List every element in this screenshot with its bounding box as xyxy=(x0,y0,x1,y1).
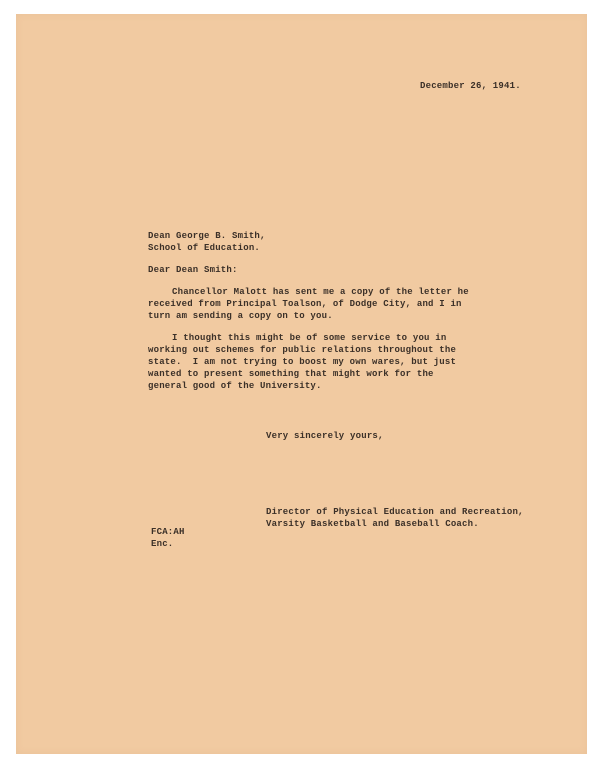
letter-date: December 26, 1941. xyxy=(420,81,521,91)
letter-page xyxy=(16,14,587,754)
paragraph-2-line: wanted to present something that might work for the xyxy=(148,369,434,379)
paragraph-2-line: working out schemes for public relations throughout the xyxy=(148,345,457,355)
paragraph-1-line: turn am sending a copy on to you. xyxy=(148,311,333,321)
closing: Very sincerely yours, xyxy=(266,431,384,441)
signature-title-line: Director of Physical Education and Recreation, xyxy=(266,507,524,517)
recipient-name: Dean George B. Smith, xyxy=(148,231,266,241)
recipient-department: School of Education. xyxy=(148,243,261,253)
paragraph-1-line: received from Principal Toalson, of Dodge City, and I in xyxy=(148,299,462,309)
salutation: Dear Dean Smith: xyxy=(148,265,238,275)
paragraph-1-line: Chancellor Malott has sent me a copy of the letter he xyxy=(172,287,469,297)
paragraph-2-line: I thought this might be of some service to you in xyxy=(172,333,447,343)
initials: FCA:AH xyxy=(151,527,185,537)
paragraph-2-line: general good of the University. xyxy=(148,381,322,391)
enclosure: Enc. xyxy=(151,539,174,549)
paragraph-2-line: state. I am not trying to boost my own wares, but just xyxy=(148,357,457,367)
signature-title-line: Varsity Basketball and Baseball Coach. xyxy=(266,519,479,529)
